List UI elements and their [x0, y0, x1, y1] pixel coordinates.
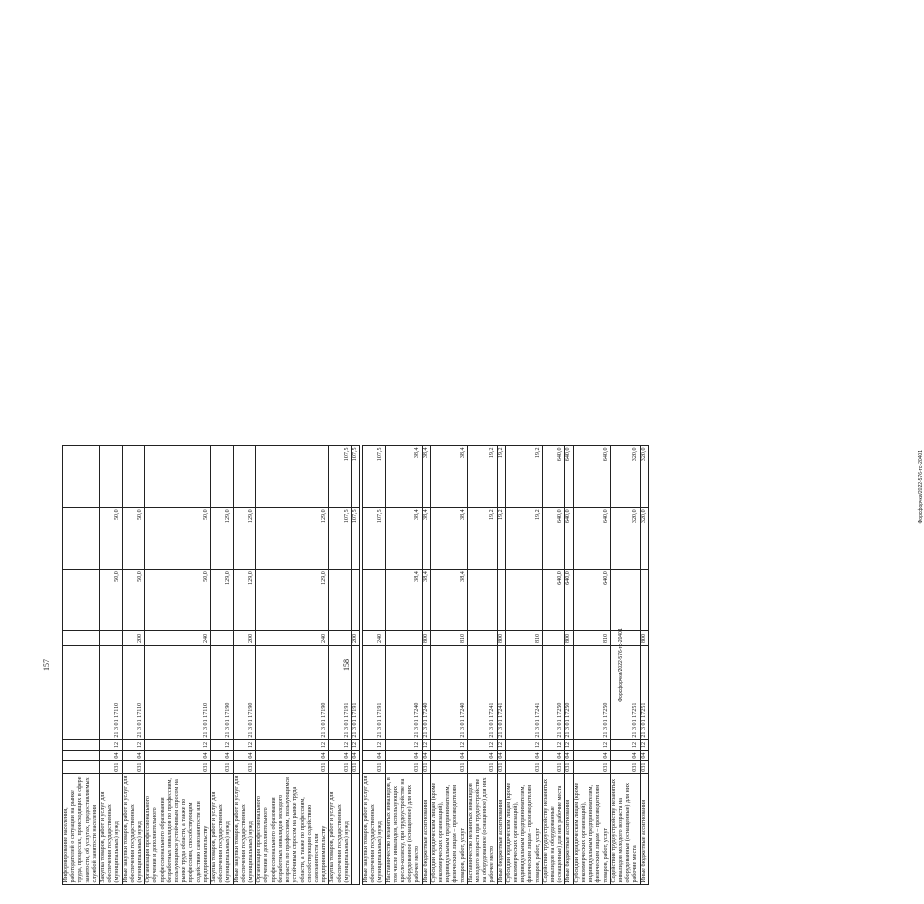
table-row — [467, 446, 497, 885]
row-name-cell: Иные бюджетные ассигнования — [565, 774, 573, 885]
row-amount-1-cell: 640,0 — [565, 569, 573, 631]
row-amount-1-cell: 640,0 — [573, 569, 610, 631]
row-amount-1-cell — [467, 569, 497, 631]
row-expense-type-cell: 810 — [573, 631, 610, 646]
row-amount-1-cell: 640,0 — [542, 569, 565, 631]
row-code-cell: 031 — [640, 762, 647, 772]
table-row — [422, 446, 430, 885]
row-subsection-cell: 12 — [145, 740, 211, 751]
row-section-cell: 04 — [211, 750, 234, 761]
row-subsection-cell: 12 — [211, 740, 234, 751]
row-amount-2-cell: 107,5 — [363, 507, 386, 569]
row-code-cell: 031 — [497, 762, 504, 772]
row-name-cell: Иные бюджетные ассигнования — [640, 774, 648, 885]
row-amount-2-cell: 107,5 — [351, 507, 359, 569]
row-code-cell: 031 — [145, 761, 211, 774]
row-amount-2-cell: 129,0 — [233, 507, 256, 569]
row-expense-type-cell: 240 — [145, 631, 211, 646]
row-section-cell: 04 — [505, 750, 542, 761]
table-row — [430, 446, 467, 885]
row-target-article-cell: 21 3 01 17191 — [363, 646, 386, 740]
row-expense-type-cell: 800 — [640, 631, 648, 646]
row-amount-3-cell: 640,0 — [573, 446, 610, 508]
row-expense-type-cell: 240 — [363, 631, 386, 646]
row-expense-type-cell — [385, 631, 422, 646]
row-amount-2-cell: 320,0 — [610, 507, 640, 569]
row-amount-3-cell — [63, 446, 100, 508]
table-row — [256, 446, 329, 885]
row-amount-1-cell: 38,4 — [422, 569, 430, 631]
row-amount-2-cell: 38,4 — [430, 507, 467, 569]
row-amount-3-cell: 38,4 — [422, 446, 430, 508]
row-name-cell: Наставничество незанятых инвалидов, в том числе инвалидов, использующих кресло-коляску, при трудоустройстве на оборудованное (оснащенное) для них рабочее место — [385, 774, 422, 885]
table-body — [63, 446, 360, 885]
row-section-cell: 04 — [351, 750, 359, 761]
row-name-cell: Содействие трудоустройству незанятых инвалидов на оборудованные (оснащенные) для них рабочие места — [542, 774, 565, 885]
row-subsection-cell: 12 — [573, 740, 610, 751]
row-amount-3-cell: 107,5 — [351, 446, 359, 508]
row-target-article-cell: 21 3 01 17240 — [385, 646, 422, 740]
row-subsection-cell: 12 — [100, 740, 123, 751]
row-section-cell: 04 — [542, 750, 565, 761]
row-section-cell: 04 — [430, 750, 467, 761]
row-name-cell: Субсидии юридическим лицам (кроме некоммерческих организаций), индивидуальным предпринимателям, физическим лицам – производителям товаров, работ, услуг — [573, 774, 610, 885]
row-section-cell: 04 — [329, 750, 352, 761]
row-name-cell: Организация профессионального обучения и дополнительного профессионального образования безработных инвалидов по профессиям, пользующимся устойчивым спросом на рынке труда области, а также по профессиям, способствующим содействию самозанятости или предпринимательству — [145, 774, 211, 885]
row-target-article-cell: 21 3 01 17110 — [145, 646, 211, 740]
row-name-cell: Наставничество незанятых инвалидов молодого возраста при трудоустройстве на оборудованное (оснащенное) для них рабочее место — [467, 774, 497, 885]
row-subsection-cell: 12 — [233, 740, 256, 751]
row-amount-1-cell — [63, 569, 100, 631]
row-expense-type-cell — [100, 631, 123, 646]
row-amount-3-cell — [122, 446, 145, 508]
table-row — [363, 446, 386, 885]
row-code-cell: 031 — [467, 761, 497, 774]
table-row — [610, 446, 640, 885]
row-subsection-cell: 12 — [467, 740, 497, 751]
table-row — [233, 446, 256, 885]
row-amount-3-cell: 107,5 — [329, 446, 352, 508]
row-amount-1-cell — [505, 569, 542, 631]
row-target-article-cell: 21 3 01 17251 — [640, 646, 648, 740]
row-code-cell: 031 — [363, 761, 386, 774]
row-amount-2-cell: 38,4 — [385, 507, 422, 569]
row-amount-2-cell: 107,5 — [329, 507, 352, 569]
row-target-article-cell: 21 3 01 17190 — [233, 646, 256, 740]
row-target-article-cell: 21 3 01 17241 — [505, 646, 542, 740]
table-row — [211, 446, 234, 885]
row-name-cell: Иные закупки товаров, работ и услуг для обеспечения государственных (муниципальных) нужд — [233, 774, 256, 885]
row-expense-type-cell: 810 — [505, 631, 542, 646]
row-target-article-cell: 21 3 01 17241 — [467, 646, 497, 740]
row-amount-3-cell: 19,2 — [497, 446, 505, 508]
row-section-cell: 04 — [233, 750, 256, 761]
row-target-article-cell: 21 3 01 17191 — [329, 646, 352, 740]
row-code-cell: 031 — [256, 761, 329, 774]
row-amount-3-cell: 38,4 — [430, 446, 467, 508]
row-amount-1-cell: 38,4 — [385, 569, 422, 631]
row-code-cell: 031 — [542, 761, 565, 774]
row-target-article-cell — [63, 646, 100, 740]
row-amount-3-cell — [145, 446, 211, 508]
row-section-cell: 04 — [640, 750, 648, 761]
row-amount-2-cell: 50,0 — [122, 507, 145, 569]
row-amount-2-cell: 19,2 — [467, 507, 497, 569]
row-amount-1-cell: 50,0 — [145, 569, 211, 631]
row-section-cell: 04 — [385, 750, 422, 761]
page-number: 157 — [42, 659, 51, 671]
row-amount-3-cell: 320,0 — [640, 446, 648, 508]
footer-code: Форсфорчки/2022-576-тс-20401 — [618, 628, 624, 702]
row-code-cell: 031 — [430, 761, 467, 774]
row-amount-2-cell: 19,2 — [505, 507, 542, 569]
table-row — [497, 446, 505, 885]
row-expense-type-cell: 200 — [351, 631, 359, 646]
table-row — [122, 446, 145, 885]
row-subsection-cell: 12 — [497, 740, 505, 751]
row-amount-2-cell: 129,0 — [211, 507, 234, 569]
row-target-article-cell: 21 3 01 17250 — [573, 646, 610, 740]
row-amount-3-cell: 107,5 — [363, 446, 386, 508]
row-target-article-cell: 21 3 01 17250 — [565, 646, 573, 740]
table-row — [565, 446, 573, 885]
page-footer — [918, 440, 924, 890]
row-section-cell: 04 — [422, 750, 430, 761]
row-target-article-cell: 21 3 01 17241 — [497, 646, 505, 740]
row-code-cell: 031 — [122, 761, 145, 774]
row-code-cell: 031 — [505, 761, 542, 774]
table-row — [145, 446, 211, 885]
row-section-cell: 04 — [363, 750, 386, 761]
table-row — [505, 446, 542, 885]
row-subsection-cell: 12 — [122, 740, 145, 751]
row-subsection-cell: 12 — [351, 740, 359, 751]
row-amount-1-cell — [640, 569, 648, 631]
row-subsection-cell: 12 — [329, 740, 352, 751]
row-code-cell: 031 — [573, 761, 610, 774]
row-section-cell — [63, 750, 100, 761]
table-row — [100, 446, 123, 885]
row-amount-1-cell: 129,0 — [256, 569, 329, 631]
row-expense-type-cell — [63, 631, 100, 646]
row-amount-1-cell: 50,0 — [122, 569, 145, 631]
row-expense-type-cell — [467, 631, 497, 646]
row-expense-type-cell: 200 — [122, 631, 145, 646]
row-subsection-cell: 12 — [565, 740, 573, 751]
row-name-cell: Организация профессионального обучения и дополнительного профессионального образования безработных инвалидов молодого возраста по профессиям, пользующимся устойчивым спросом на рынке труда области, а также по профессиям, способствующим содействию самозанятости или предпринимательству — [256, 774, 329, 885]
row-amount-2-cell — [63, 507, 100, 569]
row-target-article-cell: 21 3 01 17110 — [122, 646, 145, 740]
row-target-article-cell: 21 3 01 17251 — [610, 646, 640, 740]
table-row — [640, 446, 648, 885]
row-amount-1-cell — [497, 569, 505, 631]
row-amount-1-cell — [363, 569, 386, 631]
row-code-cell: 031 — [329, 761, 352, 774]
page-number: 158 — [342, 659, 351, 671]
row-amount-3-cell — [211, 446, 234, 508]
row-amount-3-cell — [100, 446, 123, 508]
row-name-cell: Закупка товаров, работ и услуг для обеспечения государственных (муниципальных) нужд — [329, 774, 352, 885]
row-expense-type-cell — [542, 631, 565, 646]
row-expense-type-cell — [211, 631, 234, 646]
row-subsection-cell: 12 — [430, 740, 467, 751]
row-section-cell: 04 — [573, 750, 610, 761]
table-body — [363, 446, 649, 885]
table-row — [573, 446, 610, 885]
table-row — [63, 446, 100, 885]
row-amount-3-cell: 320,0 — [610, 446, 640, 508]
row-amount-1-cell — [610, 569, 640, 631]
row-amount-1-cell: 129,0 — [211, 569, 234, 631]
row-name-cell: Закупка товаров, работ и услуг для обеспечения государственных (муниципальных) нужд — [211, 774, 234, 885]
row-name-cell: Иные закупки товаров, работ и услуг для обеспечения государственных (муниципальных) нужд — [363, 774, 386, 885]
row-amount-3-cell: 19,2 — [467, 446, 497, 508]
row-amount-3-cell — [256, 446, 329, 508]
document-page-158 — [340, 440, 924, 890]
row-subsection-cell: 12 — [505, 740, 542, 751]
row-subsection-cell: 12 — [610, 740, 640, 751]
row-section-cell: 04 — [256, 750, 329, 761]
row-target-article-cell: 21 3 01 17190 — [211, 646, 234, 740]
row-section-cell: 04 — [565, 750, 573, 761]
row-code-cell: 031 — [100, 761, 123, 774]
row-amount-2-cell: 320,0 — [640, 507, 648, 569]
row-amount-2-cell: 640,0 — [542, 507, 565, 569]
row-name-cell: Закупка товаров, работ и услуг для обеспечения государственных (муниципальных) нужд — [100, 774, 123, 885]
row-target-article-cell: 21 3 01 17110 — [100, 646, 123, 740]
row-amount-3-cell — [233, 446, 256, 508]
row-subsection-cell: 12 — [422, 740, 430, 751]
row-subsection-cell: 12 — [640, 740, 648, 751]
row-amount-3-cell: 38,4 — [385, 446, 422, 508]
row-amount-2-cell: 129,0 — [256, 507, 329, 569]
row-code-cell: 031 — [233, 761, 256, 774]
row-target-article-cell: 21 3 01 17240 — [422, 646, 430, 740]
row-amount-2-cell: 50,0 — [145, 507, 211, 569]
row-subsection-cell: 12 — [256, 740, 329, 751]
row-expense-type-cell: 200 — [233, 631, 256, 646]
row-section-cell: 04 — [610, 750, 640, 761]
row-expense-type-cell: 800 — [565, 631, 573, 646]
row-amount-2-cell: 50,0 — [100, 507, 123, 569]
row-name-cell: Субсидии юридическим лицам (кроме некоммерческих организаций), индивидуальным предпринимателям, физическим лицам – производителям товаров, работ, услуг — [430, 774, 467, 885]
table-row — [385, 446, 422, 885]
row-name-cell: Иные бюджетные ассигнования — [422, 774, 430, 885]
row-amount-2-cell: 38,4 — [422, 507, 430, 569]
row-section-cell: 04 — [467, 750, 497, 761]
row-amount-2-cell: 640,0 — [573, 507, 610, 569]
row-name-cell: Иные закупки товаров, работ и услуг для обеспечения государственных (муниципальных) нужд — [122, 774, 145, 885]
row-amount-2-cell: 19,2 — [497, 507, 505, 569]
budget-table — [62, 445, 360, 885]
row-amount-3-cell: 640,0 — [565, 446, 573, 508]
row-amount-3-cell: 640,0 — [542, 446, 565, 508]
row-code-cell: 031 — [351, 762, 358, 772]
row-code-cell — [63, 761, 100, 774]
row-code-cell: 031 — [422, 762, 429, 772]
budget-table — [362, 445, 649, 885]
row-section-cell: 04 — [122, 750, 145, 761]
footer-code: Форсфорчки/2022-576-тс-20401 — [918, 450, 924, 524]
row-section-cell: 04 — [145, 750, 211, 761]
row-name-cell: Субсидии юридическим лицам (кроме некоммерческих организаций), индивидуальным предпринимателям, физическим лицам – производителям товаров, работ, услуг — [505, 774, 542, 885]
row-subsection-cell: 12 — [542, 740, 565, 751]
row-code-cell: 031 — [211, 761, 234, 774]
row-subsection-cell: 12 — [385, 740, 422, 751]
row-amount-2-cell: 640,0 — [565, 507, 573, 569]
row-amount-1-cell: 129,0 — [233, 569, 256, 631]
row-section-cell: 04 — [497, 750, 505, 761]
row-amount-3-cell: 19,2 — [505, 446, 542, 508]
row-name-cell: Информирование населения, работодателей о ситуации на рынке труда, процессах, происходящих в сфере занятости, об услугах, предоставляемых службой занятости населения — [63, 774, 100, 885]
row-target-article-cell: 21 3 01 17250 — [542, 646, 565, 740]
row-expense-type-cell: 800 — [422, 631, 430, 646]
row-section-cell: 04 — [100, 750, 123, 761]
row-name-cell: Иные бюджетные ассигнования — [497, 774, 505, 885]
row-target-article-cell: 21 3 01 17191 — [351, 646, 359, 740]
row-amount-1-cell: 50,0 — [100, 569, 123, 631]
row-target-article-cell: 21 3 01 17190 — [256, 646, 329, 740]
row-code-cell: 031 — [565, 762, 572, 772]
row-expense-type-cell: 800 — [497, 631, 505, 646]
row-code-cell: 031 — [610, 761, 640, 774]
row-expense-type-cell — [610, 631, 640, 646]
row-subsection-cell: 12 — [363, 740, 386, 751]
row-amount-1-cell: 38,4 — [430, 569, 467, 631]
row-expense-type-cell: 240 — [256, 631, 329, 646]
row-expense-type-cell: 810 — [430, 631, 467, 646]
row-code-cell: 031 — [385, 761, 422, 774]
row-name-cell: Содействие трудоустройству незанятых инвалидов молодого возраста на оборудованные (оснащенные) для них рабочие места — [610, 774, 640, 885]
row-subsection-cell — [63, 740, 100, 751]
row-target-article-cell: 21 3 01 17240 — [430, 646, 467, 740]
table-row — [542, 446, 565, 885]
